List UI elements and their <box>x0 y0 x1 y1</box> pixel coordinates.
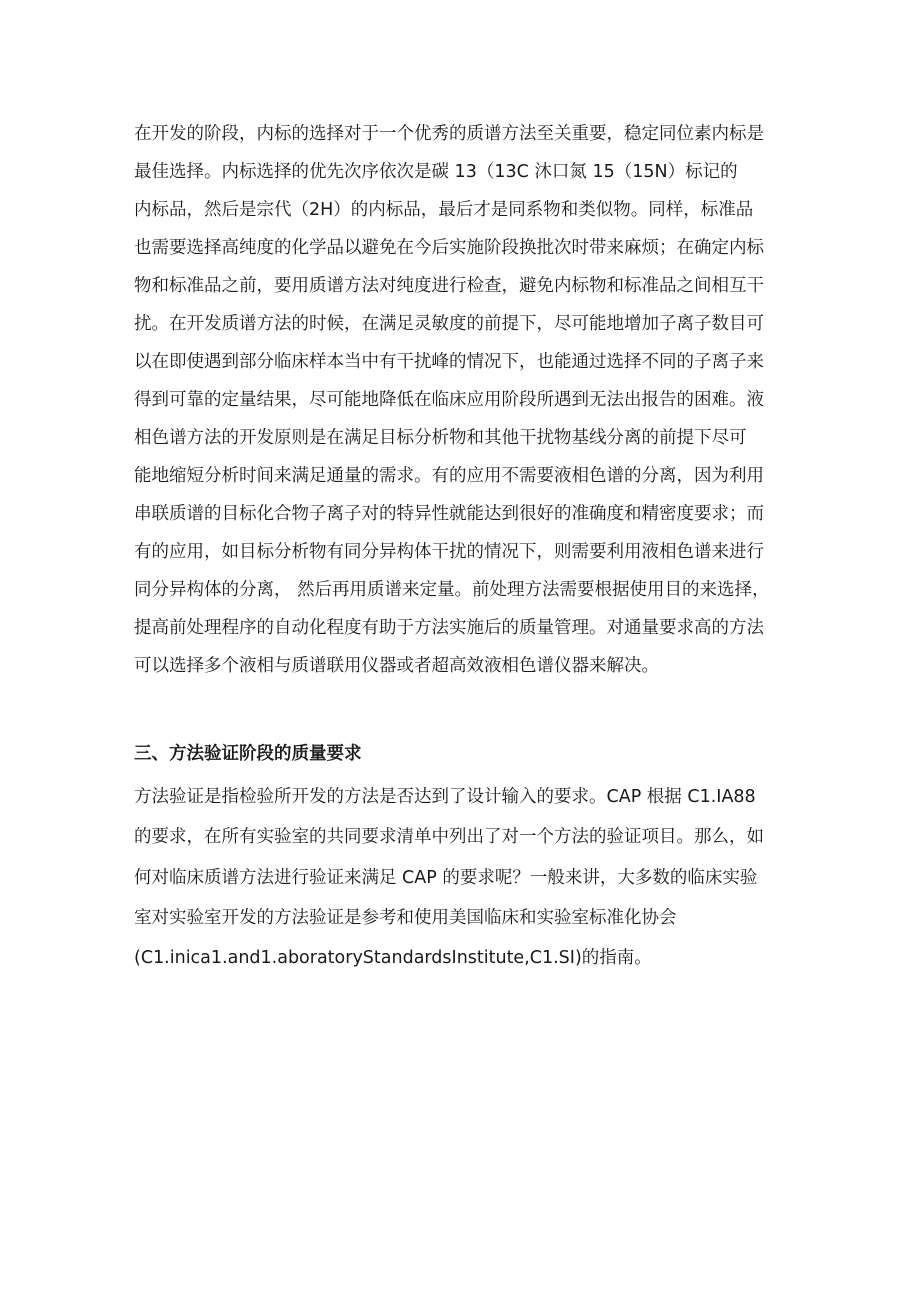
text-line: 扰。在开发质谱方法的时候，在满足灵敏度的前提下，尽可能地增加子离子数目可 <box>134 314 764 334</box>
text-line: 以在即使遇到部分临床样本当中有干扰峰的情况下，也能通过选择不同的子离子来 <box>134 352 764 372</box>
text-line: 物和标准品之前，要用质谱方法对纯度进行检查，避免内标物和标准品之间相互干 <box>134 276 764 296</box>
text-line: 同分异构体的分离， 然后再用质谱来定量。前处理方法需要根据使用目的来选择， <box>134 580 770 600</box>
text-line: 方法验证是指检验所开发的方法是否达到了设计输入的要求。CAP 根据 C1.IA88 <box>134 787 756 807</box>
text-line: 何对临床质谱方法进行验证来满足 CAP 的要求呢？一般来讲，大多数的临床实验 <box>134 868 758 888</box>
text-line: 提高前处理程序的自动化程度有助于方法实施后的质量管理。对通量要求高的方法 <box>134 618 764 638</box>
text-line: 相色谱方法的开发原则是在满足目标分析物和其他干扰物基线分离的前提下尽可 <box>134 428 747 448</box>
text-line: 串联质谱的目标化合物子离子对的特异性就能达到很好的准确度和精密度要求；而 <box>134 504 764 524</box>
text-line: 得到可靠的定量结果，尽可能地降低在临床应用阶段所遇到无法出报告的困难。液 <box>134 390 764 410</box>
text-line: 内标品，然后是宗代（2H）的内标品，最后才是同系物和类似物。同样，标准品 <box>134 200 754 220</box>
text-line: 最佳选择。内标选择的优先次序依次是碳 13（13C 沐口氮 15（15N）标记的 <box>134 162 738 182</box>
text-line: 室对实验室开发的方法验证是参考和使用美国临床和实验室标准化协会 <box>134 908 677 928</box>
section-heading: 三、方法验证阶段的质量要求 <box>134 744 362 764</box>
text-line: 在开发的阶段，内标的选择对于一个优秀的质谱方法至关重要，稳定同位素内标是 <box>134 124 764 144</box>
text-line: 可以选择多个液相与质谱联用仪器或者超高效液相色谱仪器来解决。 <box>134 656 659 676</box>
text-line: 也需要选择高纯度的化学品以避免在今后实施阶段换批次时带来麻烦；在确定内标 <box>134 238 764 258</box>
text-line: (C1.inica1.and1.aboratoryStandardsInstitute,C1.SI)的指南。 <box>134 948 652 968</box>
text-line: 能地缩短分析时间来满足通量的需求。有的应用不需要液相色谱的分离，因为利用 <box>134 466 764 486</box>
text-line: 有的应用，如目标分析物有同分异构体干扰的情况下，则需要利用液相色谱来进行 <box>134 542 764 562</box>
text-line: 的要求，在所有实验室的共同要求清单中列出了对一个方法的验证项目。那么，如 <box>134 827 764 847</box>
